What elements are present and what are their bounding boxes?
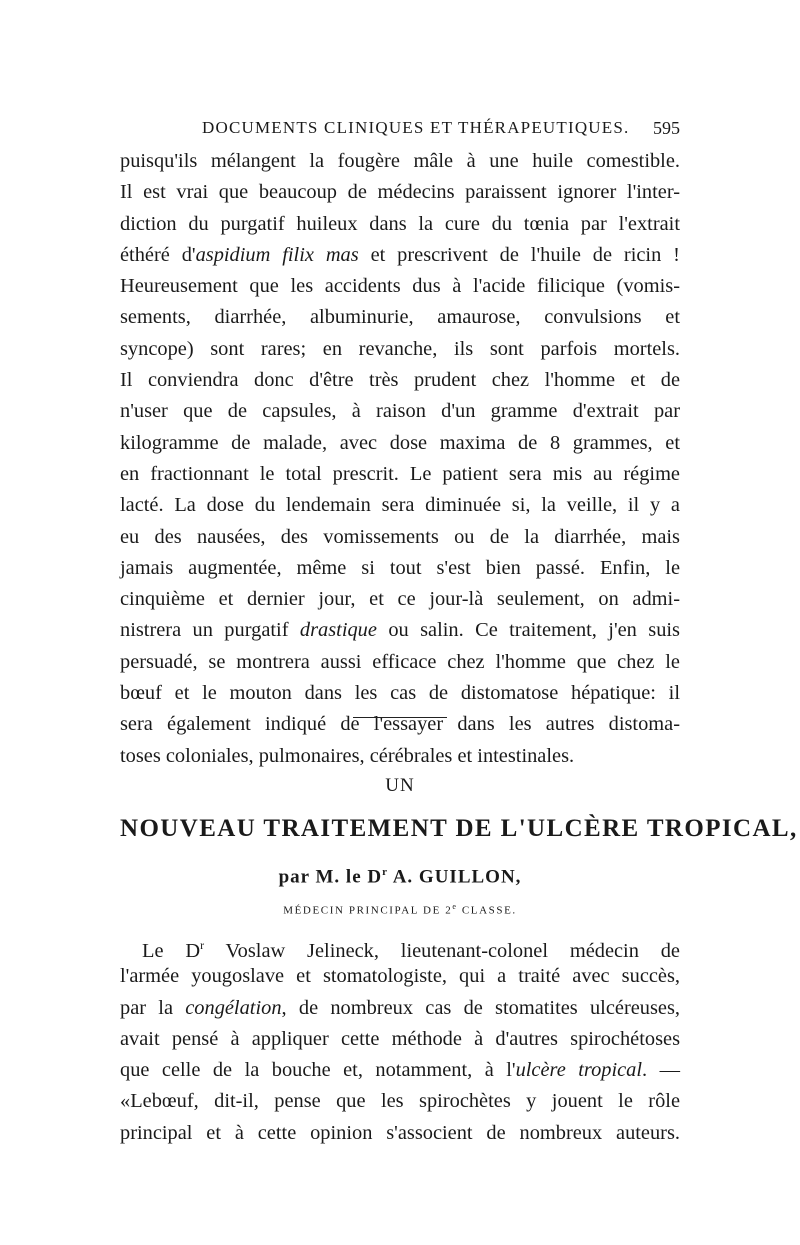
text-line: principal et à cette opinion s'associent de nombreux auteurs. <box>120 1121 680 1144</box>
text-line: nistrera un purgatif drastique ou salin. Ce traitement, j'en suis <box>120 619 680 642</box>
rank-sup: e <box>452 902 458 911</box>
text-sup: r <box>200 938 205 952</box>
text-line: Il est vrai que beaucoup de médecins paraissent ignorer l'inter- <box>120 181 680 204</box>
text-line: jamais augmentée, même si tout s'est bien passé. Enfin, le <box>120 556 680 579</box>
page-number: 595 <box>653 118 680 138</box>
byline-sup: r <box>382 866 388 878</box>
text-line: éthéré d'aspidium filix mas et prescrivent de l'huile de ricin ! <box>120 243 680 266</box>
article-pre-title: UN <box>385 775 415 796</box>
italic-term: drastique <box>299 619 377 642</box>
rank-end: CLASSE. <box>457 904 517 917</box>
italic-term: congélation <box>185 996 282 1019</box>
running-title: DOCUMENTS CLINIQUES ET THÉRAPEUTIQUES. <box>202 118 630 137</box>
byline-par: par M. le D <box>278 866 383 888</box>
running-header <box>120 118 680 146</box>
rank-main: MÉDECIN PRINCIPAL DE 2 <box>283 904 453 917</box>
text-line: sera également indiqué de l'essayer dans les autres distoma- <box>120 713 680 736</box>
author-rank <box>120 902 680 917</box>
text-line: Il conviendra donc d'être très prudent chez l'homme et de <box>120 369 680 392</box>
italic-term: ulcère tropical <box>515 1059 643 1082</box>
text-line: diction du purgatif huileux dans la cure du tœnia par l'extrait <box>120 212 680 235</box>
text-line: persuadé, se montrera aussi efficace chez l'homme que chez le <box>120 650 680 673</box>
text-line: puisqu'ils mélangent la fougère mâle à une huile comestible. <box>120 150 680 172</box>
text-line: en fractionnant le total prescrit. Le patient sera mis au régime <box>120 462 680 485</box>
text-line: «Lebœuf, dit-il, pense que les spirochètes y jouent le rôle <box>120 1090 680 1113</box>
section-divider <box>353 717 447 718</box>
text-line: lacté. La dose du lendemain sera diminuée si, la veille, il y a <box>120 494 680 517</box>
text-line: par la congélation, de nombreux cas de stomatites ulcéreuses, <box>120 996 681 1019</box>
text-line <box>120 930 680 961</box>
text-line: avait pensé à appliquer cette méthode à d'autres spirochétoses <box>120 1027 680 1050</box>
text-line: que celle de la bouche et, notamment, à l'ulcère tropical. — <box>120 1059 680 1082</box>
text-line: Heureusement que les accidents dus à l'acide filicique (vomis- <box>120 275 680 298</box>
text-line: cinquième et dernier jour, et ce jour-là seulement, on admi- <box>120 588 680 611</box>
text-line: kilogramme de malade, avec dose maxima de 8 grammes, et <box>120 431 680 454</box>
text-line: n'user que de capsules, à raison d'un gramme d'extrait par <box>120 400 680 423</box>
byline-name: A. GUILLON, <box>388 866 522 888</box>
text-line: eu des nausées, des vomissements ou de la diarrhée, mais <box>120 525 680 548</box>
article-byline <box>120 866 680 888</box>
article-body <box>120 930 680 1149</box>
text-line: sements, diarrhée, albuminurie, amaurose, convulsions et <box>120 306 680 329</box>
text-line: bœuf et le mouton dans les cas de distomatose hépatique: il <box>120 682 680 705</box>
text-part: Voslaw Jelineck, lieutenant-colonel médecin de <box>204 939 680 962</box>
text-part: Le D <box>142 939 201 962</box>
text-line: l'armée yougoslave et stomatologiste, qui a traité avec succès, <box>120 965 680 988</box>
article-title: NOUVEAU TRAITEMENT DE L'ULCÈRE TROPICAL, <box>120 815 798 842</box>
text-line: toses coloniales, pulmonaires, cérébrales et intestinales. <box>120 744 575 767</box>
text-line: syncope) sont rares; en revanche, ils sont parfois mortels. <box>120 337 680 360</box>
italic-term: aspidium filix mas <box>195 243 359 266</box>
body-text-continued <box>120 146 680 772</box>
